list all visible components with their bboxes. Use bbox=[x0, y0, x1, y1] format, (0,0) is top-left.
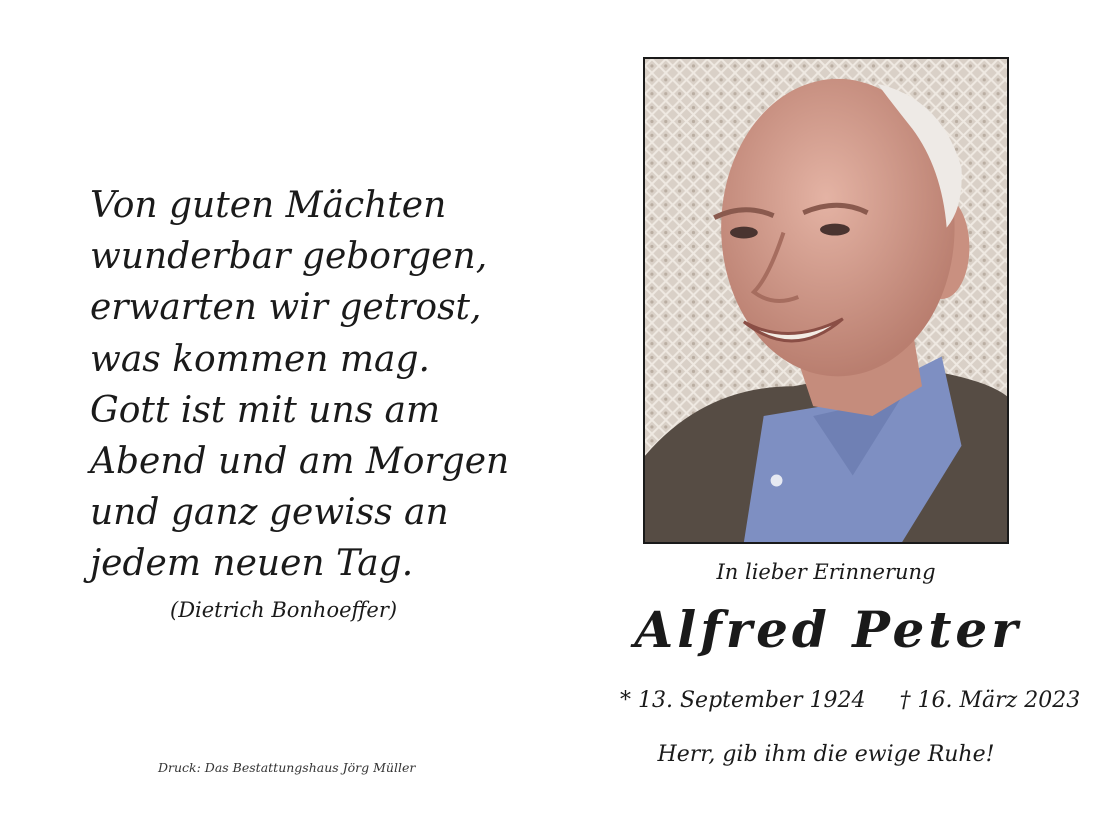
life-dates bbox=[620, 688, 1080, 713]
poem-line: Von guten Mächten bbox=[90, 185, 447, 226]
portrait-icon bbox=[645, 59, 1007, 542]
poem-line: Abend und am Morgen bbox=[90, 441, 510, 483]
poem bbox=[90, 180, 509, 590]
printer-credit: Druck: Das Bestattungshaus Jörg Müller bbox=[158, 760, 416, 775]
deceased-name: Alfred Peter bbox=[634, 600, 1022, 659]
portrait-photo bbox=[643, 57, 1009, 544]
birth-date: * 13. September 1924 bbox=[620, 688, 866, 713]
poem-line: erwarten wir getrost, bbox=[90, 287, 482, 329]
poem-line: jedem neuen Tag. bbox=[90, 543, 414, 585]
death-date: † 16. März 2023 bbox=[899, 688, 1081, 713]
poem-line: was kommen mag. bbox=[90, 338, 430, 380]
poem-author: (Dietrich Bonhoeffer) bbox=[170, 598, 398, 622]
poem-line: wunderbar geborgen, bbox=[90, 236, 488, 278]
prayer-text: Herr, gib ihm die ewige Ruhe! bbox=[657, 742, 995, 767]
memorial-heading: In lieber Erinnerung bbox=[716, 560, 936, 584]
poem-line: und ganz gewiss an bbox=[90, 492, 449, 534]
poem-line: Gott ist mit uns am bbox=[90, 389, 441, 431]
